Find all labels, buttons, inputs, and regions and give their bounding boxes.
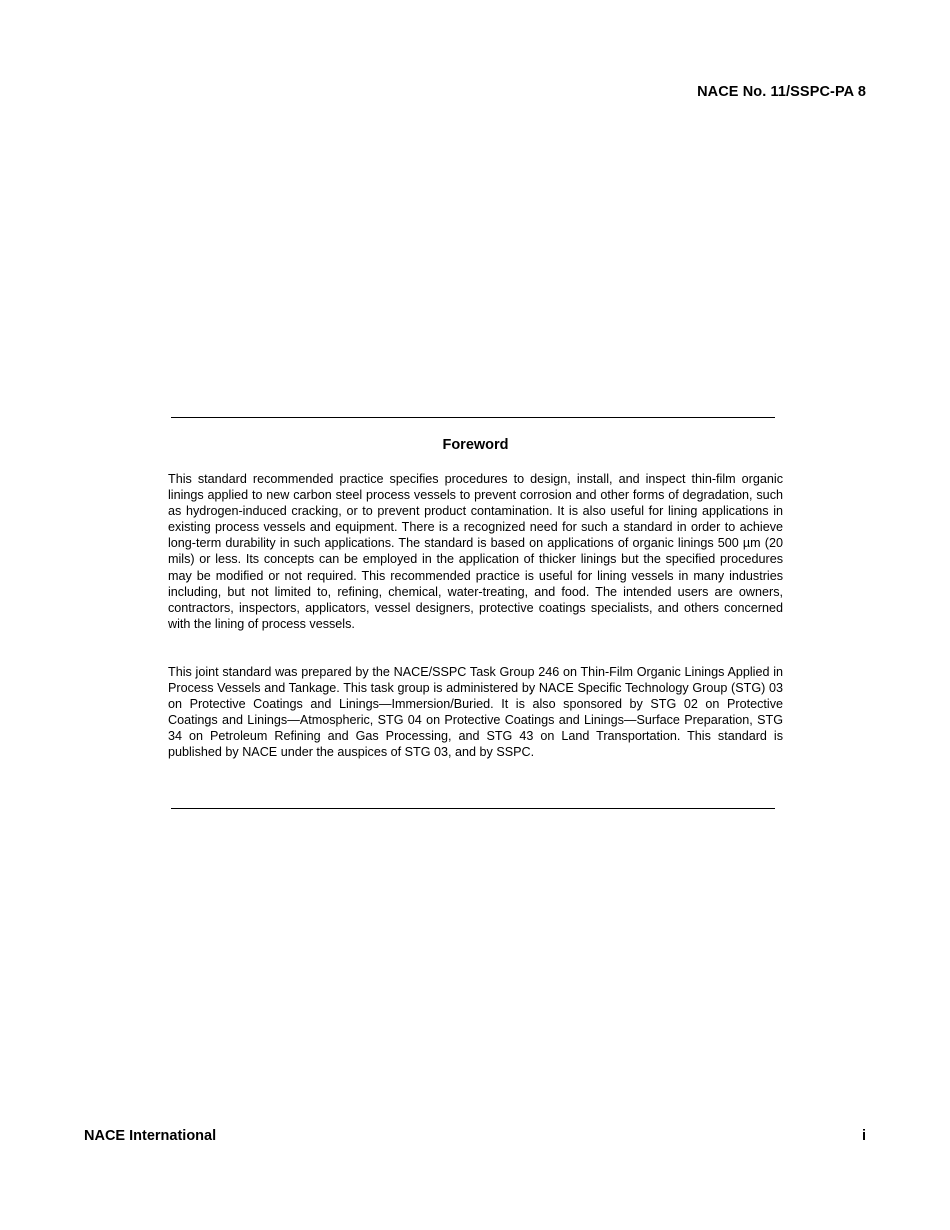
page-number: i — [861, 1128, 866, 1144]
foreword-paragraph: This standard recommended practice specifies procedures to design, install, and inspect thin-film organic linings applied to new carbon steel process vessels to prevent corrosion and other forms of degradation, such as hydrogen-induced cracking, or to prevent product contamination. It is also useful for lining applications in existing process vessels and equipment. There is a recognized need for such a standard in order to achieve long-term durability in such applications. The standard is based on applications of organic linings 500 µm (20 mils) or less. Its concepts can be employed in the application of thicker linings but the specified procedures may be modified or not required. This recommended practice is useful for lining vessels in many industries including, but not limited to, refining, chemical, water-treating, and food. The intended users are owners, contractors, inspectors, applicators, vessel designers, protective coatings specialists, and others concerned with the lining of process vessels. — [168, 472, 783, 631]
document-code-header: NACE No. 11/SSPC-PA 8 — [697, 84, 866, 100]
foreword-title: Foreword — [442, 437, 509, 453]
bottom-divider-rule — [171, 808, 775, 809]
top-divider-rule — [171, 417, 775, 418]
foreword-paragraph: This joint standard was prepared by the NACE/SSPC Task Group 246 on Thin-Film Organic Linings Applied in Process Vessels and Tankage. This task group is administered by NACE Specific Technology Group (STG) 03 on Protective Coatings and Linings—Immersion/Buried. It is also sponsored by STG 02 on Protective Coatings and Linings—Atmospheric, STG 04 on Protective Coatings and Linings—Surface Preparation, STG 34 on Petroleum Refining and Gas Processing, and STG 43 on Land Transportation. This standard is published by NACE under the auspices of STG 03, and by SSPC. — [168, 665, 783, 760]
footer-organization: NACE International — [84, 1128, 217, 1144]
